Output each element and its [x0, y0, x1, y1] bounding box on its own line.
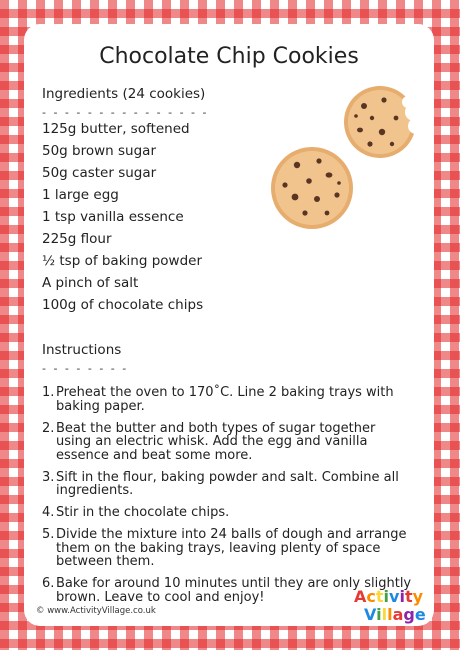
ingredients-heading: Ingredients (24 cookies)	[42, 86, 206, 102]
activity-village-logo	[352, 584, 432, 624]
page-title: Chocolate Chip Cookies	[99, 44, 359, 69]
ingredients-list	[42, 118, 203, 316]
instruction-step: 2. Beat the butter and both types of sugar together using an electric whisk. Add the egg and vanilla essence and beat some more.	[42, 420, 376, 463]
instruction-step: 4. Stir in the chocolate chips.	[42, 505, 230, 520]
recipe-card	[24, 24, 434, 626]
ingredient-item: 1 tsp vanilla essence	[42, 209, 184, 225]
ingredient-item: ½ tsp of baking powder	[42, 253, 202, 269]
ingredient-item: 125g butter, softened	[42, 121, 190, 137]
ingredient-item: 225g flour	[42, 231, 112, 247]
instructions-heading: Instructions	[42, 342, 122, 358]
ingredient-item: 100g of chocolate chips	[42, 297, 204, 313]
ingredient-item: 1 large egg	[42, 187, 119, 203]
ingredient-item: 50g brown sugar	[42, 143, 156, 159]
instructions-list	[42, 386, 412, 613]
instruction-step: 6. Bake for around 10 minutes until they are only slightly brown. Leave to cool and enjoy!	[42, 576, 412, 605]
ingredient-item: 50g caster sugar	[42, 165, 157, 181]
instruction-step: 3. Sift in the flour, baking powder and salt. Combine all ingredients.	[42, 469, 399, 498]
ingredient-item: A pinch of salt	[42, 275, 139, 291]
cookie-icon	[269, 145, 355, 231]
instruction-step: 1. Preheat the oven to 170˚C. Line 2 baking trays with baking paper.	[42, 385, 394, 414]
svg-text:Activity: Activity	[354, 587, 424, 606]
instructions-divider: - - - - - - - -	[42, 362, 129, 375]
svg-text:Village: Village	[364, 605, 426, 624]
ingredients-divider: - - - - - - - - - - - - - - -	[42, 106, 209, 119]
instruction-step: 5. Divide the mixture into 24 balls of dough and arrange them on the baking trays, leaving plenty of space between them.	[42, 527, 407, 569]
copyright-text: © www.ActivityVillage.co.uk	[36, 606, 156, 616]
